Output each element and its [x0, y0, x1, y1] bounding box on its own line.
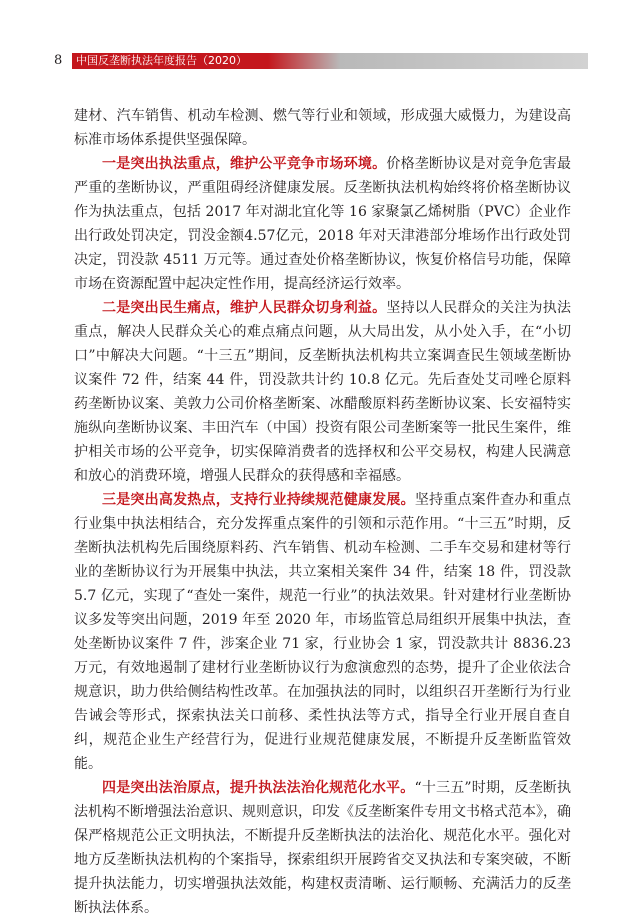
document-body: [74, 104, 571, 920]
paragraph-text: 坚持重点案件查办和重点行业集中执法相结合，充分发挥重点案件的引领和示范作用。“十三五”时期，反垄断执法机构先后围绕原料药、汽车销售、机动车检测、二手车交易和建材等行业的垄断协议行为开展集中执法，共立案相关案件 34 件，结案 18 件，罚没款 5.7 亿元，实现了“查处一案件，规范一行业”的执法效果。针对建材行业垄断协议多发等突出问题，2019 年至 2020 年，市场监管总局组织开展集中执法，查处垄断协议案件 7 件，涉案企业 71 家，行业协会 1 家，罚没款共计 8836.23 万元，有效地遏制了建材行业垄断协议行为愈演愈烈的态势，提升了企业依法合规意识，助力供给侧结构性改革。在加强执法的同时，以组织召开垄断行为行业告诫会等形式，探索执法关口前移、柔性执法等方式，指导全行业开展自查自纠，规范企业生产经营行为，促进行业规范健康发展，不断提升反垄断监管效能。: [74, 492, 571, 772]
page-header: [54, 52, 588, 70]
report-title: 中国反垄断执法年度报告（2020）: [76, 54, 247, 67]
page-number: 8: [54, 53, 63, 68]
paragraph-industry-focus: [74, 488, 571, 776]
paragraph-text: “十三五”时期，反垄断执法机构不断增强法治意识、规则意识，印发《反垄断案件专用文书格式范本》，确保严格规范公正文明执法，不断提升反垄断执法的法治化、规范化水平。强化对地方反垄断执法机构的个案指导，探索组织开展跨省交叉执法和专案突破，不断提升执法能力，切实增强执法效能，构建权责清晰、运行顺畅、充满活力的反垄断执法体系。: [74, 780, 571, 916]
section-lead-heading: 一是突出执法重点，维护公平竞争市场环境。: [102, 156, 387, 172]
paragraph-text: 坚持以人民群众的关注为执法重点，解决人民群众关心的难点痛点问题，从大局出发，从小处入手，在“小切口”中解决大问题。“十三五”期间，反垄断执法机构共立案调查民生领域垄断协议案件 72 件，结案 44 件，罚没款共计约 10.8 亿元。先后查处艾司唑仑原料药垄断协议案、美敦力公司价格垄断案、冰醋酸原料药垄断协议案、长安福特实施纵向垄断协议案、丰田汽车（中国）投资有限公司垄断案等一批民生案件，维护相关市场的公平竞争，切实保障消费者的选择权和公平交易权，构建人民满意和放心的消费环境，增强人民群众的获得感和幸福感。: [74, 300, 571, 484]
paragraph-text: 价格垄断协议是对竞争危害最严重的垄断协议，严重阻碍经济健康发展。反垄断执法机构始终将价格垄断协议作为执法重点，包括 2017 年对湖北宜化等 16 家聚氯乙烯树脂（PVC）企业作出行政处罚决定，罚没金额4.57亿元，2018 年对天津港部分堆场作出行政处罚决定，罚没款 4511 万元等。通过查处价格垄断协议，恢复价格信号功能，保障市场在资源配置中起决定性作用，提高经济运行效率。: [74, 156, 571, 292]
paragraph-intro-continuation: [74, 104, 571, 152]
paragraph-enforcement-focus: [74, 152, 571, 296]
paragraph-livelihood-focus: [74, 296, 571, 488]
section-lead-heading: 三是突出高发热点，支持行业持续规范健康发展。: [102, 492, 415, 508]
paragraph-rule-of-law-focus: [74, 776, 571, 920]
paragraph-text: 建材、汽车销售、机动车检测、燃气等行业和领域，形成强大威慑力，为建设高标准市场体系提供坚强保障。: [74, 108, 571, 148]
section-lead-heading: 四是突出法治原点，提升执法法治化规范化水平。: [102, 780, 415, 796]
section-lead-heading: 二是突出民生痛点，维护人民群众切身利益。: [102, 300, 387, 316]
